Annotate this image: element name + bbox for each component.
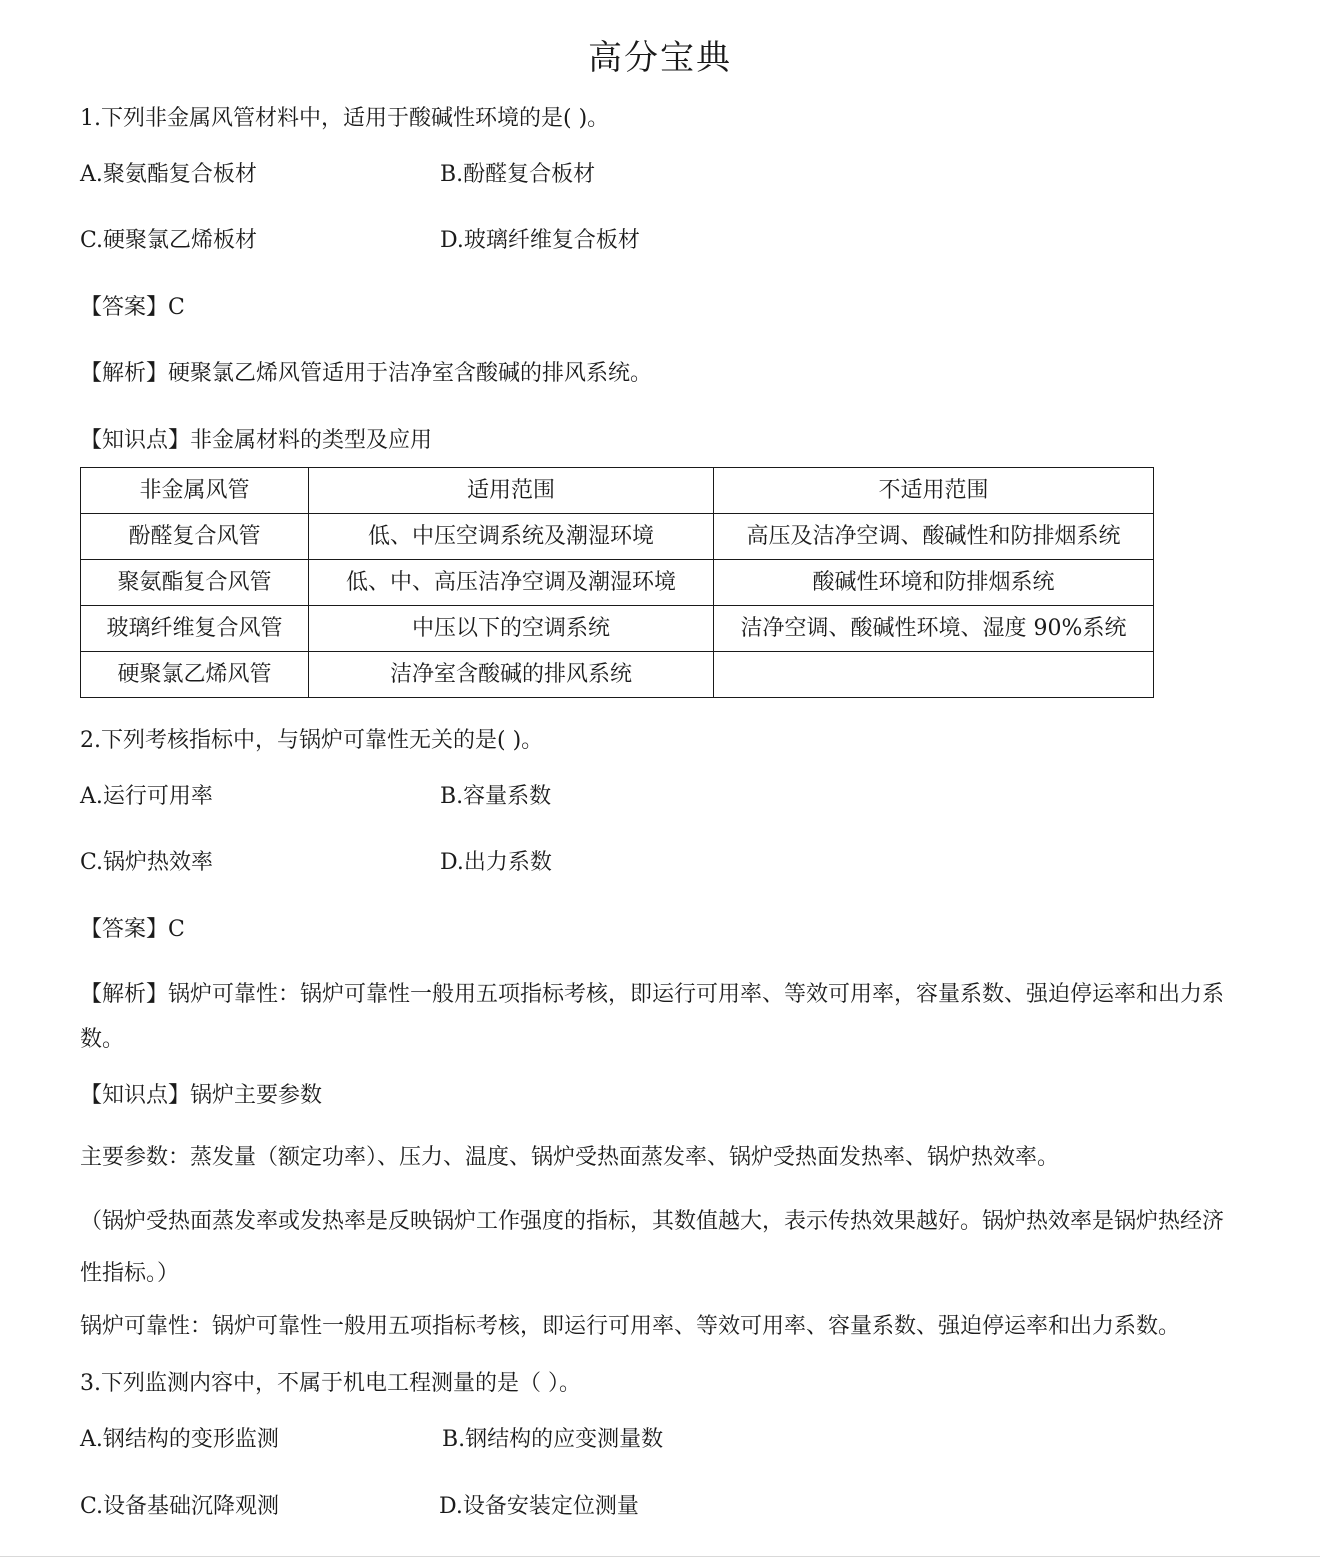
q1-knowledge-point: 【知识点】非金属材料的类型及应用 bbox=[80, 428, 433, 453]
q2-reliability: 锅炉可靠性：锅炉可靠性一般用五项指标考核，即运行可用率、等效可用率、容量系数、强迫停运率和出力系数。 bbox=[80, 1314, 1181, 1339]
material-table bbox=[80, 467, 1154, 698]
q1-stem: 1.下列非金属风管材料中，适用于酸碱性环境的是( )。 bbox=[80, 106, 610, 131]
table-cell: 玻璃纤维复合风管 bbox=[81, 606, 309, 652]
table-header-row bbox=[81, 468, 1154, 514]
table-cell: 高压及洁净空调、酸碱性和防排烟系统 bbox=[714, 514, 1154, 560]
table-cell: 聚氨酯复合风管 bbox=[81, 560, 309, 606]
table-cell: 中压以下的空调系统 bbox=[309, 606, 714, 652]
q2-main-params: 主要参数：蒸发量（额定功率）、压力、温度、锅炉受热面蒸发率、锅炉受热面发热率、锅炉热效率。 bbox=[80, 1145, 1060, 1170]
q2-option-d: D.出力系数 bbox=[440, 850, 552, 875]
table-row bbox=[81, 652, 1154, 698]
table-row bbox=[81, 606, 1154, 652]
document-title: 高分宝典 bbox=[588, 38, 732, 78]
q1-option-a: A.聚氨酯复合板材 bbox=[80, 162, 257, 187]
table-cell: 低、中压空调系统及潮湿环境 bbox=[309, 514, 714, 560]
q3-option-c: C.设备基础沉降观测 bbox=[80, 1494, 280, 1519]
q3-option-b: B.钢结构的应变测量数 bbox=[442, 1427, 664, 1452]
table-cell: 硬聚氯乙烯风管 bbox=[81, 652, 309, 698]
table-header-cell: 不适用范围 bbox=[714, 468, 1154, 514]
q2-option-c: C.锅炉热效率 bbox=[80, 850, 214, 875]
table-cell: 洁净空调、酸碱性环境、湿度 90%系统 bbox=[714, 606, 1154, 652]
table-row bbox=[81, 514, 1154, 560]
q2-answer: 【答案】C bbox=[80, 917, 185, 942]
q2-stem: 2.下列考核指标中，与锅炉可靠性无关的是( )。 bbox=[80, 728, 544, 753]
page-bottom-divider bbox=[0, 1556, 1320, 1557]
table-header-cell: 非金属风管 bbox=[81, 468, 309, 514]
q3-stem: 3.下列监测内容中，不属于机电工程测量的是（ ）。 bbox=[80, 1371, 581, 1396]
table-header-cell: 适用范围 bbox=[309, 468, 714, 514]
table-cell: 酸碱性环境和防排烟系统 bbox=[714, 560, 1154, 606]
q2-note: （锅炉受热面蒸发率或发热率是反映锅炉工作强度的指标，其数值越大，表示传热效果越好。锅炉热效率是锅炉热经济性指标。） bbox=[80, 1209, 1225, 1286]
q1-option-b: B.酚醛复合板材 bbox=[440, 162, 596, 187]
q2-knowledge-point: 【知识点】锅炉主要参数 bbox=[80, 1083, 323, 1108]
q2-option-b: B.容量系数 bbox=[440, 784, 552, 809]
table-cell: 低、中、高压洁净空调及潮湿环境 bbox=[309, 560, 714, 606]
table-row bbox=[81, 560, 1154, 606]
table-cell bbox=[714, 652, 1154, 698]
table-cell: 洁净室含酸碱的排风系统 bbox=[309, 652, 714, 698]
q3-option-d: D.设备安装定位测量 bbox=[439, 1494, 639, 1519]
q1-option-d: D.玻璃纤维复合板材 bbox=[440, 228, 640, 253]
q1-option-c: C.硬聚氯乙烯板材 bbox=[80, 228, 258, 253]
q3-option-a: A.钢结构的变形监测 bbox=[80, 1427, 279, 1452]
q1-answer: 【答案】C bbox=[80, 295, 185, 320]
q2-analysis: 【解析】锅炉可靠性：锅炉可靠性一般用五项指标考核，即运行可用率、等效可用率，容量系数、强迫停运率和出力系数。 bbox=[80, 982, 1225, 1052]
q1-analysis: 【解析】硬聚氯乙烯风管适用于洁净室含酸碱的排风系统。 bbox=[80, 361, 653, 386]
table-cell: 酚醛复合风管 bbox=[81, 514, 309, 560]
q2-option-a: A.运行可用率 bbox=[80, 784, 213, 809]
